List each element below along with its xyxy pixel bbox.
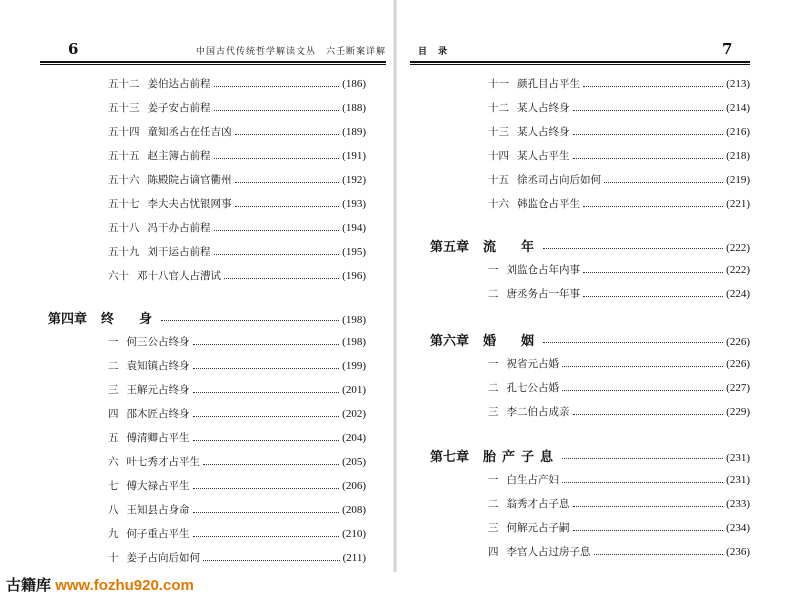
entry-page: (226) bbox=[726, 358, 750, 370]
leader-dots bbox=[224, 278, 339, 279]
entry-number: 三 bbox=[488, 522, 499, 534]
entry-title: 终 身 bbox=[101, 312, 159, 327]
leader-dots bbox=[203, 464, 339, 465]
entry-title: 王知县占身命 bbox=[126, 504, 190, 516]
toc-entry[interactable] bbox=[488, 148, 750, 164]
entry-page: (211) bbox=[342, 552, 366, 564]
entry-title: 姜子安占前程 bbox=[147, 102, 211, 114]
entry-number: 二 bbox=[488, 498, 499, 510]
toc-entry[interactable] bbox=[488, 100, 750, 116]
entry-number: 一 bbox=[488, 474, 499, 486]
entry-title: 何解元占子嗣 bbox=[506, 522, 570, 534]
entry-page: (193) bbox=[342, 198, 366, 210]
entry-number: 二 bbox=[488, 382, 499, 394]
leader-dots bbox=[573, 134, 724, 135]
leader-dots bbox=[214, 254, 340, 255]
entry-number: 五十六 bbox=[108, 174, 140, 186]
toc-entry[interactable] bbox=[488, 380, 750, 396]
toc-entry[interactable] bbox=[108, 550, 366, 566]
entry-number: 二 bbox=[108, 360, 119, 372]
entry-title: 姜伯达占前程 bbox=[147, 78, 211, 90]
site-watermark bbox=[6, 574, 194, 595]
left-header-rule bbox=[40, 61, 386, 63]
toc-entry[interactable] bbox=[488, 262, 750, 278]
toc-entry[interactable] bbox=[108, 196, 366, 212]
entry-title: 胎产子息 bbox=[483, 450, 560, 465]
left-header-rule-thin bbox=[40, 64, 386, 65]
entry-number: 四 bbox=[108, 408, 119, 420]
entry-page: (218) bbox=[726, 150, 750, 162]
entry-page: (226) bbox=[726, 336, 750, 348]
leader-dots bbox=[193, 440, 340, 441]
left-page-number: 6 bbox=[68, 40, 79, 58]
entry-title: 唐丞务占一年事 bbox=[506, 288, 580, 300]
entry-number: 五十四 bbox=[108, 126, 140, 138]
entry-page: (216) bbox=[726, 126, 750, 138]
entry-page: (191) bbox=[342, 150, 366, 162]
toc-entry[interactable] bbox=[108, 358, 366, 374]
entry-number: 五十五 bbox=[108, 150, 140, 162]
entry-page: (234) bbox=[726, 522, 750, 534]
leader-dots bbox=[594, 554, 724, 555]
leader-dots bbox=[214, 86, 340, 87]
entry-page: (233) bbox=[726, 498, 750, 510]
entry-number: 二 bbox=[488, 288, 499, 300]
entry-page: (199) bbox=[342, 360, 366, 372]
entry-title: 叶七秀才占平生 bbox=[126, 456, 200, 468]
entry-title: 李官人占过房子息 bbox=[506, 546, 591, 558]
leader-dots bbox=[193, 368, 340, 369]
chapter-heading[interactable] bbox=[430, 446, 750, 466]
entry-title: 赵主簿占前程 bbox=[147, 150, 211, 162]
entry-title: 徐丞司占向后如何 bbox=[517, 174, 601, 186]
entry-title: 陈殿院占谪官衢州 bbox=[147, 174, 232, 186]
entry-title: 白生占产妇 bbox=[506, 474, 559, 486]
entry-number: 五十二 bbox=[108, 78, 140, 90]
leader-dots bbox=[583, 296, 723, 297]
leader-dots bbox=[562, 458, 723, 459]
entry-number: 三 bbox=[488, 406, 499, 418]
entry-page: (210) bbox=[342, 528, 366, 540]
leader-dots bbox=[203, 560, 340, 561]
toc-entry[interactable] bbox=[108, 430, 366, 446]
leader-dots bbox=[573, 158, 724, 159]
entry-number: 十三 bbox=[488, 126, 509, 138]
brand-label: 古籍库 bbox=[6, 577, 52, 594]
toc-entry[interactable] bbox=[108, 502, 366, 518]
leader-dots bbox=[193, 392, 340, 393]
right-header-rule bbox=[410, 61, 750, 63]
entry-number: 第五章 bbox=[430, 240, 470, 255]
entry-number: 第六章 bbox=[430, 334, 470, 349]
entry-number: 十四 bbox=[488, 150, 509, 162]
entry-title: 冯干办占前程 bbox=[147, 222, 211, 234]
leader-dots bbox=[604, 182, 723, 183]
entry-number: 十 bbox=[108, 552, 119, 564]
entry-number: 十五 bbox=[488, 174, 509, 186]
entry-page: (202) bbox=[342, 408, 366, 420]
leader-dots bbox=[193, 488, 340, 489]
leader-dots bbox=[193, 536, 340, 537]
leader-dots bbox=[235, 206, 340, 207]
entry-title: 邵木匠占终身 bbox=[126, 408, 190, 420]
entry-title: 某人占终身 bbox=[517, 126, 570, 138]
entry-title: 傅大禄占平生 bbox=[126, 480, 190, 492]
entry-page: (198) bbox=[342, 314, 366, 326]
entry-title: 童知丞占在任吉凶 bbox=[147, 126, 232, 138]
entry-number: 一 bbox=[488, 264, 499, 276]
entry-title: 李大夫占忧银网事 bbox=[147, 198, 232, 210]
toc-entry[interactable] bbox=[488, 356, 750, 372]
leader-dots bbox=[543, 248, 723, 249]
toc-entry[interactable] bbox=[108, 406, 366, 422]
entry-title: 流 年 bbox=[483, 240, 541, 255]
toc-entry[interactable] bbox=[108, 478, 366, 494]
leader-dots bbox=[193, 512, 340, 513]
leader-dots bbox=[193, 416, 340, 417]
leader-dots bbox=[573, 506, 724, 507]
entry-page: (201) bbox=[342, 384, 366, 396]
toc-entry[interactable] bbox=[108, 100, 366, 116]
entry-title: 李二伯占成亲 bbox=[506, 406, 570, 418]
toc-entry[interactable] bbox=[108, 244, 366, 260]
toc-entry[interactable] bbox=[488, 544, 750, 560]
entry-page: (186) bbox=[342, 78, 366, 90]
entry-page: (189) bbox=[342, 126, 366, 138]
right-running-header: 目 录 bbox=[418, 47, 449, 57]
entry-page: (221) bbox=[726, 198, 750, 210]
entry-title: 孔七公占婚 bbox=[506, 382, 559, 394]
entry-title: 王解元占终身 bbox=[126, 384, 190, 396]
entry-number: 九 bbox=[108, 528, 119, 540]
leader-dots bbox=[583, 86, 723, 87]
leader-dots bbox=[573, 530, 724, 531]
entry-title: 何三公占终身 bbox=[126, 336, 190, 348]
entry-title: 某人占平生 bbox=[517, 150, 570, 162]
entry-title: 何子重占平生 bbox=[126, 528, 190, 540]
toc-entry[interactable] bbox=[488, 124, 750, 140]
entry-page: (188) bbox=[342, 102, 366, 114]
entry-page: (236) bbox=[726, 546, 750, 558]
entry-page: (219) bbox=[726, 174, 750, 186]
toc-entry[interactable] bbox=[108, 382, 366, 398]
entry-page: (224) bbox=[726, 288, 750, 300]
entry-title: 邓十八官人占漕试 bbox=[137, 270, 221, 282]
entry-number: 三 bbox=[108, 384, 119, 396]
entry-number: 五十九 bbox=[108, 246, 140, 258]
entry-page: (206) bbox=[342, 480, 366, 492]
entry-title: 韩监仓占平生 bbox=[517, 198, 580, 210]
entry-page: (231) bbox=[726, 474, 750, 486]
entry-number: 十一 bbox=[488, 78, 509, 90]
entry-title: 刘干运占前程 bbox=[147, 246, 211, 258]
entry-page: (195) bbox=[342, 246, 366, 258]
leader-dots bbox=[214, 230, 340, 231]
leader-dots bbox=[214, 158, 340, 159]
entry-number: 一 bbox=[108, 336, 119, 348]
entry-title: 袁知镇占终身 bbox=[126, 360, 190, 372]
entry-title: 婚 姻 bbox=[483, 334, 541, 349]
entry-page: (192) bbox=[342, 174, 366, 186]
toc-entry[interactable] bbox=[488, 520, 750, 536]
entry-number: 六十 bbox=[108, 270, 129, 282]
entry-number: 八 bbox=[108, 504, 119, 516]
entry-title: 翁秀才占子息 bbox=[506, 498, 570, 510]
entry-number: 一 bbox=[488, 358, 499, 370]
entry-page: (227) bbox=[726, 382, 750, 394]
toc-entry[interactable] bbox=[488, 172, 750, 188]
entry-page: (205) bbox=[342, 456, 366, 468]
entry-number: 五 bbox=[108, 432, 119, 444]
entry-page: (194) bbox=[342, 222, 366, 234]
left-page bbox=[0, 0, 396, 572]
leader-dots bbox=[573, 110, 724, 111]
toc-entry[interactable] bbox=[108, 220, 366, 236]
toc-entry[interactable] bbox=[108, 526, 366, 542]
entry-page: (229) bbox=[726, 406, 750, 418]
chapter-heading[interactable] bbox=[48, 308, 366, 328]
leader-dots bbox=[543, 342, 723, 343]
toc-entry[interactable] bbox=[488, 496, 750, 512]
leader-dots bbox=[235, 182, 340, 183]
leader-dots bbox=[583, 272, 723, 273]
entry-page: (222) bbox=[726, 264, 750, 276]
leader-dots bbox=[583, 206, 723, 207]
toc-entry[interactable] bbox=[488, 404, 750, 420]
entry-page: (196) bbox=[342, 270, 366, 282]
entry-number: 第七章 bbox=[430, 450, 470, 465]
toc-entry[interactable] bbox=[108, 268, 366, 284]
leader-dots bbox=[214, 110, 340, 111]
toc-entry[interactable] bbox=[108, 76, 366, 92]
toc-entry[interactable] bbox=[108, 172, 366, 188]
entry-number: 第四章 bbox=[48, 312, 88, 327]
toc-entry[interactable] bbox=[488, 472, 750, 488]
entry-title: 颜孔目占平生 bbox=[517, 78, 580, 90]
toc-entry[interactable] bbox=[488, 286, 750, 302]
entry-number: 五十七 bbox=[108, 198, 140, 210]
leader-dots bbox=[161, 320, 339, 321]
entry-page: (198) bbox=[342, 336, 366, 348]
entry-number: 四 bbox=[488, 546, 499, 558]
toc-entry[interactable] bbox=[488, 196, 750, 212]
toc-entry[interactable] bbox=[108, 124, 366, 140]
leader-dots bbox=[573, 414, 724, 415]
right-header-rule-thin bbox=[410, 64, 750, 65]
left-running-header: 中国古代传统哲学解读文丛 六壬断案详解 bbox=[196, 47, 387, 57]
chapter-heading[interactable] bbox=[430, 330, 750, 350]
entry-page: (208) bbox=[342, 504, 366, 516]
entry-page: (204) bbox=[342, 432, 366, 444]
leader-dots bbox=[562, 390, 723, 391]
entry-page: (231) bbox=[726, 452, 750, 464]
toc-entry[interactable] bbox=[108, 334, 366, 350]
toc-entry[interactable] bbox=[108, 454, 366, 470]
chapter-heading[interactable] bbox=[430, 236, 750, 256]
entry-title: 某人占终身 bbox=[517, 102, 570, 114]
entry-number: 十二 bbox=[488, 102, 509, 114]
entry-number: 十六 bbox=[488, 198, 509, 210]
entry-page: (214) bbox=[726, 102, 750, 114]
right-page bbox=[396, 0, 793, 572]
entry-number: 六 bbox=[108, 456, 119, 468]
entry-title: 姜子占向后如何 bbox=[126, 552, 200, 564]
leader-dots bbox=[562, 482, 723, 483]
entry-title: 祝省元占婚 bbox=[506, 358, 559, 370]
entry-page: (222) bbox=[726, 242, 750, 254]
entry-title: 刘监仓占年内事 bbox=[506, 264, 580, 276]
entry-number: 五十三 bbox=[108, 102, 140, 114]
entry-title: 傅清卿占平生 bbox=[126, 432, 190, 444]
right-page-number: 7 bbox=[722, 40, 733, 58]
entry-page: (213) bbox=[726, 78, 750, 90]
leader-dots bbox=[562, 366, 723, 367]
toc-entry[interactable] bbox=[488, 76, 750, 92]
site-url[interactable]: www.fozhu920.com bbox=[55, 577, 194, 594]
entry-number: 七 bbox=[108, 480, 119, 492]
entry-number: 五十八 bbox=[108, 222, 140, 234]
toc-entry[interactable] bbox=[108, 148, 366, 164]
leader-dots bbox=[235, 134, 340, 135]
leader-dots bbox=[193, 344, 340, 345]
